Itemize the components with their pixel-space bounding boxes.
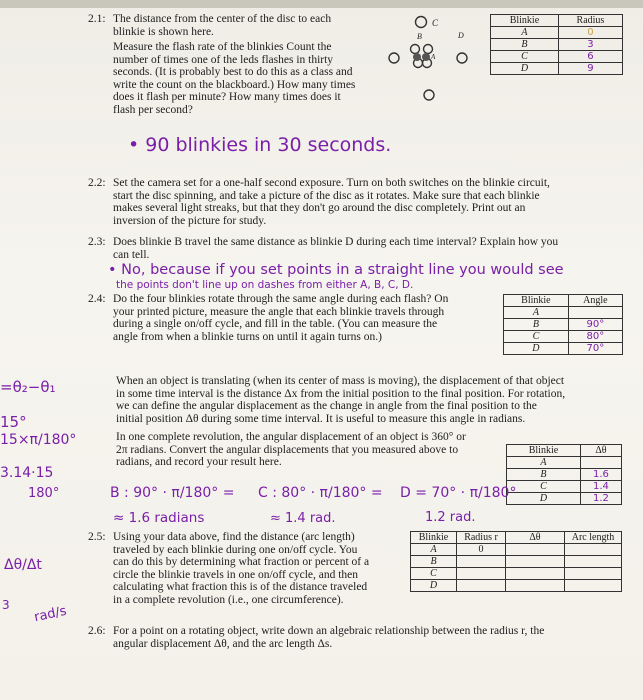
- answer-2-3-line2: the points don't line up on dashes from either A, B, C, D.: [116, 279, 414, 291]
- cell: 70°: [568, 343, 622, 355]
- text-line: Measure the flash rate of the blinkies Count the: [113, 41, 332, 53]
- work-d: D = 70° · π/180°: [400, 485, 517, 501]
- text-line: start the disc spinning, and take a picture of the disc as it rotates. Make sure that each blinkie: [113, 189, 540, 202]
- answer-2-3-line1: • No, because if you set points in a straight line you would see: [108, 262, 564, 278]
- text-line: angle from when a blinkie turns on until it again turns on.): [113, 330, 382, 343]
- cell: [506, 544, 565, 556]
- question-number: 2.2:: [88, 177, 106, 189]
- cell: D: [411, 580, 457, 592]
- cell: [580, 457, 621, 469]
- text-line: calculating what fraction this is of the distance traveled: [113, 581, 368, 593]
- cell: A: [507, 457, 581, 469]
- cell: C: [411, 568, 457, 580]
- margin-note-2: 15°: [0, 413, 27, 431]
- question-text: [113, 177, 550, 227]
- angle-table: [503, 294, 623, 355]
- cell: [506, 556, 565, 568]
- question-text: [113, 531, 369, 606]
- cropped-top-edge: [0, 0, 643, 8]
- col-header: Arc length: [565, 532, 622, 544]
- text-line: inversion of the picture for study.: [113, 214, 267, 227]
- cell: [568, 307, 622, 319]
- question-2-1: [88, 13, 388, 123]
- work-d-result: 1.2 rad.: [425, 510, 476, 525]
- led-circle: [389, 53, 399, 63]
- text-line: we can define the angular displacement as the change in angle from the final position to the: [116, 400, 537, 412]
- cell: [457, 556, 506, 568]
- led-circle: [416, 17, 427, 28]
- work-b: B : 90° · π/180° =: [110, 485, 235, 501]
- text-line: Using your data above, find the distance (arc length): [113, 531, 355, 543]
- disc-label-c: C: [432, 18, 439, 28]
- text-line: In one complete revolution, the angular displacement of an object is 360° or: [116, 431, 466, 443]
- margin-note-5: 180°: [28, 486, 60, 501]
- disc-label-d: D: [458, 31, 464, 40]
- question-2-4: [88, 293, 483, 348]
- work-c-result: ≈ 1.4 rad.: [270, 511, 336, 526]
- cell: 80°: [568, 331, 622, 343]
- margin-note-4: 3.14·15: [0, 465, 54, 481]
- text-line: 2π radians. Convert the angular displacements that you measured above to: [116, 443, 459, 456]
- question-text: [113, 236, 558, 261]
- work-b-result: ≈ 1.6 radians: [113, 510, 205, 526]
- cell: 0: [558, 27, 622, 39]
- text-line: in a complete revolution (i.e., one circumference).: [113, 593, 344, 606]
- cell: 90°: [568, 319, 622, 331]
- text-line: during a single on/off cycle, and fill in the table. (You can measure the: [113, 318, 438, 330]
- cell: [506, 568, 565, 580]
- cell: 1.6: [580, 469, 621, 481]
- text-line: Does blinkie B travel the same distance as blinkie D during each time interval? Explain how you: [113, 236, 559, 248]
- text-line: write the count on the blackboard.) How many times: [113, 78, 356, 91]
- cell: [457, 580, 506, 592]
- text-line: Do the four blinkies rotate through the same angle during each flash? On: [113, 293, 449, 305]
- col-header: Blinkie: [507, 445, 581, 457]
- question-text: [113, 293, 448, 343]
- text-line: can do this by determining what fraction or percent of a: [113, 556, 370, 568]
- question-number: 2.5:: [88, 531, 106, 543]
- cell: A: [411, 544, 457, 556]
- cell: 6: [558, 51, 622, 63]
- text-line: number of times one of the leds flashes in thirty: [113, 53, 334, 66]
- text-line: does it flash per minute? How many times does it: [113, 91, 341, 103]
- col-header: Δθ: [506, 532, 565, 544]
- led-circle: [411, 45, 420, 54]
- text-line: For a point on a rotating object, write down an algebraic relationship between the radius r, the: [113, 625, 545, 637]
- cell: C: [504, 331, 569, 343]
- question-number: 2.6:: [88, 625, 106, 637]
- cell: B: [504, 319, 569, 331]
- col-header: Radius: [558, 15, 622, 27]
- margin-note-7: 3: [2, 598, 10, 612]
- margin-note-8: rad/s: [32, 603, 68, 626]
- cell: 1.4: [580, 481, 621, 493]
- angular-displacement-table: [506, 444, 622, 505]
- disc-label-a: A: [431, 53, 436, 61]
- cell: D: [504, 343, 569, 355]
- text-line: circle the blinkie travels in one on/off cycle, and then: [113, 568, 359, 581]
- cell: B: [491, 39, 559, 51]
- cell: D: [491, 63, 559, 75]
- radius-table: [490, 14, 623, 75]
- cell: B: [411, 556, 457, 568]
- text-line: initial position Δθ during some time interval. It is useful to measure this angle in radians.: [116, 412, 526, 425]
- cell: 3: [558, 39, 622, 51]
- col-header: Angle: [568, 295, 622, 307]
- text-line: Set the camera set for a one-half second exposure. Turn on both switches on the blinkie circuit,: [113, 177, 550, 189]
- cell: [506, 580, 565, 592]
- col-header: Blinkie: [504, 295, 569, 307]
- question-2-2: [88, 177, 628, 232]
- text-line: can tell.: [113, 248, 150, 261]
- cell: 0: [457, 544, 506, 556]
- question-2-6: [88, 625, 628, 655]
- cell: [565, 556, 622, 568]
- cell: A: [504, 307, 569, 319]
- col-header: Blinkie: [411, 532, 457, 544]
- cell: [457, 568, 506, 580]
- cell: [565, 580, 622, 592]
- question-number: 2.3:: [88, 236, 106, 248]
- cell: A: [491, 27, 559, 39]
- led-filled: [422, 53, 430, 61]
- question-2-5: [88, 531, 408, 616]
- cell: [565, 568, 622, 580]
- cell: B: [507, 469, 581, 481]
- question-text: [113, 13, 355, 116]
- text-line: flash per second?: [113, 103, 193, 116]
- text-line: your printed picture, measure the angle that each blinkie travels through: [113, 305, 445, 318]
- text-line: The distance from the center of the disc to each: [113, 13, 332, 25]
- cell: D: [507, 493, 581, 505]
- text-line: radians, and record your result here.: [116, 456, 282, 468]
- margin-note-3: 15×π/180°: [0, 432, 77, 448]
- cell: C: [491, 51, 559, 63]
- work-c: C : 80° · π/180° =: [258, 485, 383, 501]
- text-line: blinkie is shown here.: [113, 25, 214, 38]
- answer-2-1: • 90 blinkies in 30 seconds.: [128, 134, 392, 156]
- text-line: seconds. (It is probably best to do this as a class and: [113, 66, 353, 78]
- question-number: 2.1:: [88, 13, 106, 25]
- col-header: Blinkie: [491, 15, 559, 27]
- led-filled: [413, 53, 421, 61]
- arc-length-table: [410, 531, 622, 592]
- margin-note-1: =θ₂−θ₁: [0, 378, 56, 396]
- margin-note-6: Δθ/Δt: [4, 557, 42, 573]
- text-line: in some time interval is the distance Δx from the initial position to the final position. For rotation,: [116, 387, 566, 400]
- cell: 1.2: [580, 493, 621, 505]
- cell: 9: [558, 63, 622, 75]
- text-line: angular displacement Δθ, and the arc length Δs.: [113, 637, 333, 650]
- text-line: makes several light streaks, but that they don't go around the disc completely. Print out an: [113, 202, 526, 214]
- led-circle: [424, 90, 434, 100]
- cell: C: [507, 481, 581, 493]
- col-header: Radius r: [457, 532, 506, 544]
- col-header: Δθ: [580, 445, 621, 457]
- blinkie-disc-diagram: [384, 12, 474, 107]
- question-text: [113, 625, 544, 650]
- text-line: traveled by each blinkie during one on/off cycle. You: [113, 543, 358, 556]
- cell: [565, 544, 622, 556]
- text-line: When an object is translating (when its center of mass is moving), the displacement of that object: [116, 375, 565, 387]
- disc-label-b: B: [417, 32, 422, 41]
- led-circle: [457, 53, 467, 63]
- question-number: 2.4:: [88, 293, 106, 305]
